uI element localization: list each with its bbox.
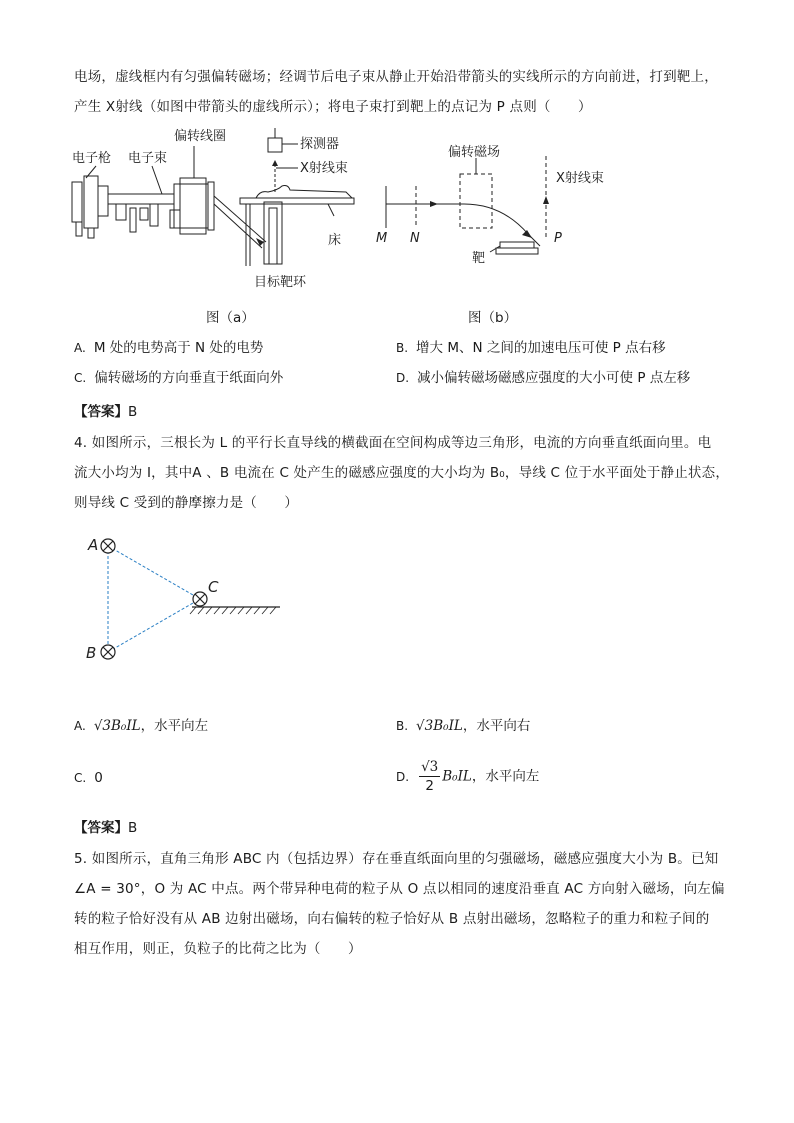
q4-stem [74,428,730,518]
q4-option-b[interactable] [396,716,530,736]
label-beam: 电子束 [128,151,168,166]
q4-line1: 4. 如图所示，三根长为 L 的平行长直导线的横截面在空间构成等边三角形，电流的方向垂直纸面向里。电 [74,435,712,451]
label-field: 偏转磁场 [448,145,501,160]
q3-option-d-text: 减小偏转磁场磁感应强度的大小可使 P 点左移 [417,370,691,386]
q4-option-a-tail: ，水平向左 [140,718,209,734]
q3-option-b[interactable] [396,338,666,358]
q3-line1: 电场，虚线框内有匀强偏转磁场；经调节后电子束从静止开始沿带箭头的实线所示的方向前进，打到靶上， [74,69,718,85]
q4-option-a-expr: √3B₀IL [93,718,141,734]
figure-q4 [80,530,290,670]
q4-answer [74,816,137,836]
q3-answer-label: 【答案】 [74,404,128,420]
q4-line2: 流大小均为 I，其中A 、B 电流在 C 处产生的磁感应强度的大小均为 B₀，导线 C 位于水平面处于静止状态， [74,465,730,481]
q4-option-d-fraction [419,758,440,795]
q4-option-d-letter: D. [396,769,410,784]
q3-option-b-letter: B. [396,341,409,355]
label-wire-a: A [88,536,99,554]
q3-answer-value: B [128,404,138,420]
q3-option-c[interactable] [74,368,283,388]
q4-option-c-letter: C. [74,771,87,785]
figure-b [372,138,662,268]
q4-option-b-letter: B. [396,719,409,733]
label-coil: 偏转线圈 [174,129,227,144]
q4-option-c[interactable] [74,768,103,788]
label-wire-b: B [86,644,97,662]
q3-option-d-letter: D. [396,371,410,385]
label-M: M [376,231,388,246]
q3-line2: 产生 X射线（如图中带箭头的虚线所示）；将电子束打到靶上的点记为 P 点则（ ） [74,99,592,115]
q3-stem [74,62,724,122]
caption-a: 图（a） [206,310,255,326]
label-xray-b: X射线束 [556,171,604,186]
q3-option-b-text: 增大 M、N 之间的加速电压可使 P 点右移 [416,340,666,356]
q5-line1: 5. 如图所示，直角三角形 ABC 内（包括边界）存在垂直纸面向里的匀强磁场，磁感应强度大小为 B。已知 [74,851,719,867]
q4-option-d-den: 2 [425,778,434,794]
label-target-b: 靶 [472,251,486,266]
label-P: P [554,231,562,246]
label-xray: X射线束 [300,161,348,176]
q4-option-a-letter: A. [74,719,86,733]
q4-option-d-num: √3 [421,759,439,775]
caption-b: 图（b） [468,310,518,326]
label-N: N [410,231,420,246]
q5-line2: ∠A = 30°，O 为 AC 中点。两个带异种电荷的粒子从 O 点以相同的速度沿垂直 AC 方向射入磁场，向左偏 [74,881,725,897]
q4-answer-value: B [128,820,138,836]
q4-option-d-body: B₀IL [442,768,472,785]
q3-answer [74,400,137,420]
label-bed: 床 [328,233,342,248]
q4-option-d[interactable] [396,758,539,795]
q3-option-d[interactable] [396,368,690,388]
q3-option-c-text: 偏转磁场的方向垂直于纸面向外 [94,370,284,386]
q4-option-b-expr: √3B₀IL [416,718,463,734]
q4-option-a[interactable] [74,716,208,736]
q5-line3: 转的粒子恰好没有从 AB 边射出磁场，向右偏转的粒子恰好从 B 点射出磁场，忽略粒子的重力和粒子间的 [74,911,710,927]
q3-option-a[interactable] [74,338,263,358]
q5-line4: 相互作用，则正，负粒子的比荷之比为（ ） [74,941,362,957]
q4-answer-label: 【答案】 [74,820,128,836]
label-detector: 探测器 [300,137,340,152]
label-wire-c: C [208,578,219,596]
q4-line3: 则导线 C 受到的静摩擦力是（ ） [74,495,299,511]
q4-option-b-tail: ，水平向右 [462,718,531,734]
q3-option-c-letter: C. [74,371,87,385]
label-gun: 电子枪 [72,151,112,166]
figure-a [66,124,366,294]
q4-option-d-tail: ，水平向左 [471,768,540,785]
q4-option-c-text: 0 [94,770,103,786]
q3-option-a-letter: A. [74,341,86,355]
label-target: 目标靶环 [254,275,307,290]
q3-option-a-text: M 处的电势高于 N 处的电势 [93,340,264,356]
q5-stem [74,844,724,964]
